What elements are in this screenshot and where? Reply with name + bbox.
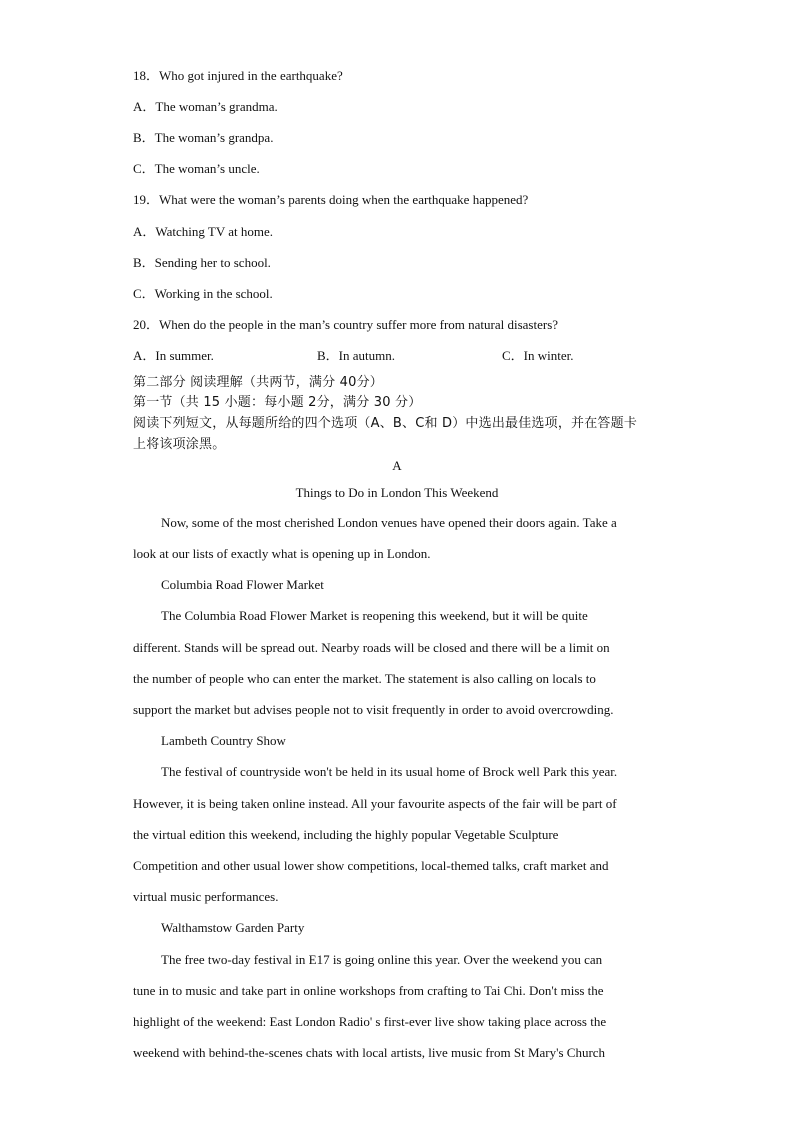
paragraph-line: the virtual edition this weekend, including the highly popular Vegetable Sculpture	[133, 827, 559, 842]
question-text: 18．Who got injured in the earthquake?	[133, 68, 343, 83]
option-a: A．The woman’s grandma.	[133, 99, 278, 114]
instruction-line: 上将该项涂黑。	[133, 437, 226, 452]
paragraph-line: highlight of the weekend: East London Radio' s first-ever live show taking place across the	[133, 1014, 607, 1029]
option-c: C．Working in the school.	[133, 286, 273, 301]
question-text: 19．What were the woman’s parents doing when the earthquake happened?	[133, 192, 529, 207]
option-c: C．The woman’s uncle.	[133, 161, 260, 176]
option-b: B．In autumn.	[317, 348, 395, 363]
paragraph-line: Competition and other usual lower show competitions, local-themed talks, craft market and	[133, 858, 609, 873]
option-c: C．In winter.	[502, 348, 574, 363]
paragraph-line: look at our lists of exactly what is opening up in London.	[133, 546, 431, 561]
paragraph-line: weekend with behind-the-scenes chats with local artists, live music from St Mary's Church	[133, 1045, 606, 1060]
passage-letter: A	[392, 458, 402, 473]
paragraph-line: However, it is being taken online instead. All your favourite aspects of the fair will be part of	[133, 796, 617, 811]
paragraph-line: virtual music performances.	[133, 889, 279, 904]
paragraph-line: the number of people who can enter the market. The statement is also calling on locals to	[133, 671, 596, 686]
paragraph-line: tune in to music and take part in online workshops from crafting to Tai Chi. Don't miss the	[133, 983, 604, 998]
paragraph-line: support the market but advises people not to visit frequently in order to avoid overcrowding.	[133, 702, 614, 717]
section-subtitle: 第一节（共 15 小题：每小题 2分，满分 30 分）	[133, 395, 422, 410]
paragraph-line: different. Stands will be spread out. Nearby roads will be closed and there will be a limit on	[133, 640, 610, 655]
paragraph-line: The Columbia Road Flower Market is reopening this weekend, but it will be quite	[161, 608, 588, 623]
paragraph-line: The festival of countryside won't be held in its usual home of Brock well Park this year.	[161, 764, 618, 779]
paragraph-line: Now, some of the most cherished London venues have opened their doors again. Take a	[161, 515, 617, 530]
subheading: Lambeth Country Show	[161, 733, 286, 748]
instruction-line: 阅读下列短文，从每题所给的四个选项（A、B、C和 D）中选出最佳选项，并在答题卡	[133, 416, 638, 431]
option-a: A．Watching TV at home.	[133, 224, 274, 239]
question-text: 20．When do the people in the man’s country suffer more from natural disasters?	[133, 317, 559, 332]
option-a: A．In summer.	[133, 348, 214, 363]
paragraph-line: The free two-day festival in E17 is going online this year. Over the weekend you can	[161, 952, 603, 967]
passage-title: Things to Do in London This Weekend	[295, 485, 499, 500]
subheading: Columbia Road Flower Market	[161, 577, 324, 592]
option-b: B．Sending her to school.	[133, 255, 271, 270]
subheading: Walthamstow Garden Party	[161, 920, 305, 935]
option-b: B．The woman’s grandpa.	[133, 130, 274, 145]
part-title: 第二部分 阅读理解（共两节，满分 40分）	[133, 375, 384, 390]
